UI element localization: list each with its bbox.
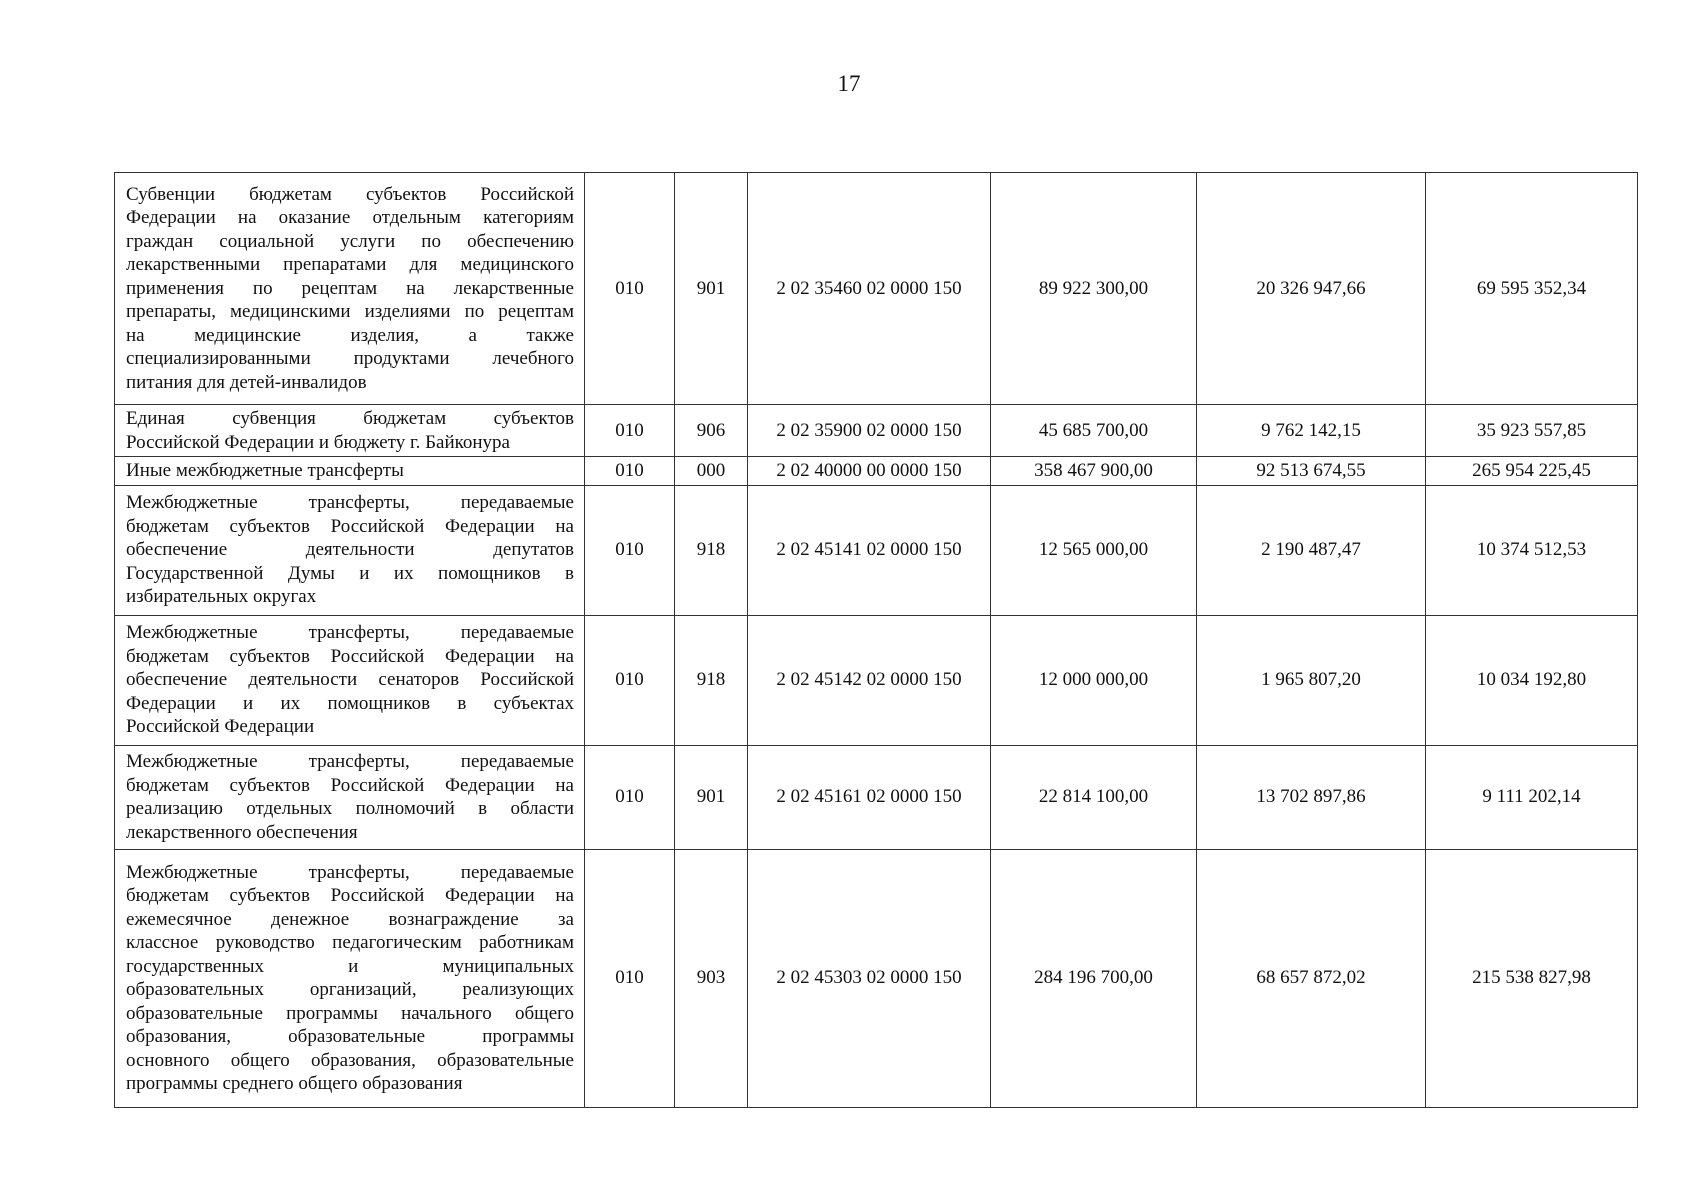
description-line: реализацию отдельных полномочий в области bbox=[126, 798, 574, 819]
description-line: питания для детей-инвалидов bbox=[126, 371, 367, 393]
description-line: Российской Федерации bbox=[126, 716, 315, 738]
description-line: специализированными продуктами лечебного bbox=[126, 348, 574, 370]
admin-code-cell: 000 bbox=[675, 457, 748, 486]
table-row bbox=[115, 457, 1638, 486]
description-cell bbox=[115, 849, 585, 1107]
remainder-amount-cell: 35 923 557,85 bbox=[1426, 405, 1638, 457]
executed-amount-cell: 9 762 142,15 bbox=[1197, 405, 1426, 457]
kbk-code-cell: 2 02 45161 02 0000 150 bbox=[748, 745, 991, 849]
kbk-code-cell: 2 02 35900 02 0000 150 bbox=[748, 405, 991, 457]
table-row bbox=[115, 849, 1638, 1107]
budget-code-cell: 010 bbox=[585, 173, 675, 405]
description-line: Межбюджетные трансферты, передаваемые bbox=[126, 861, 574, 883]
table-row bbox=[115, 745, 1638, 849]
executed-amount-cell: 68 657 872,02 bbox=[1197, 849, 1426, 1107]
table-row bbox=[115, 173, 1638, 405]
remainder-amount-cell: 265 954 225,45 bbox=[1426, 457, 1638, 486]
description-line: государственных и муниципальных bbox=[126, 955, 574, 977]
remainder-amount-cell: 10 374 512,53 bbox=[1426, 485, 1638, 615]
budget-code-cell: 010 bbox=[585, 457, 675, 486]
description-cell bbox=[115, 405, 585, 457]
table-row bbox=[115, 405, 1638, 457]
admin-code-cell: 903 bbox=[675, 849, 748, 1107]
remainder-amount-cell: 10 034 192,80 bbox=[1426, 615, 1638, 745]
kbk-code-cell: 2 02 40000 00 0000 150 bbox=[748, 457, 991, 486]
description-line: образования, образовательные программы bbox=[126, 1026, 574, 1047]
executed-amount-cell: 2 190 487,47 bbox=[1197, 485, 1426, 615]
table-body bbox=[115, 173, 1638, 1108]
description-line: ежемесячное денежное вознаграждение за bbox=[126, 908, 574, 930]
budget-code-cell: 010 bbox=[585, 405, 675, 457]
admin-code-cell: 918 bbox=[675, 485, 748, 615]
description-line: бюджетам субъектов Российской Федерации на bbox=[126, 515, 574, 537]
admin-code-cell: 901 bbox=[675, 173, 748, 405]
remainder-amount-cell: 9 111 202,14 bbox=[1426, 745, 1638, 849]
kbk-code-cell: 2 02 45142 02 0000 150 bbox=[748, 615, 991, 745]
kbk-code-cell: 2 02 45303 02 0000 150 bbox=[748, 849, 991, 1107]
budget-code-cell: 010 bbox=[585, 615, 675, 745]
description-line: Межбюджетные трансферты, передаваемые bbox=[126, 622, 574, 644]
table-row bbox=[115, 615, 1638, 745]
description-line: Российской Федерации и бюджету г. Байконура bbox=[126, 431, 510, 453]
description-line: Иные межбюджетные трансферты bbox=[126, 460, 404, 481]
description-line: Единая субвенция бюджетам субъектов bbox=[126, 408, 574, 429]
approved-amount-cell: 12 000 000,00 bbox=[991, 615, 1197, 745]
description-line: Федерации и их помощников в субъектах bbox=[126, 692, 574, 714]
description-line: обеспечение деятельности сенаторов Российской bbox=[126, 669, 574, 691]
admin-code-cell: 901 bbox=[675, 745, 748, 849]
admin-code-cell: 906 bbox=[675, 405, 748, 457]
description-line: образовательных организаций, реализующих bbox=[126, 979, 574, 1000]
approved-amount-cell: 22 814 100,00 bbox=[991, 745, 1197, 849]
description-line: Межбюджетные трансферты, передаваемые bbox=[126, 751, 574, 772]
executed-amount-cell: 20 326 947,66 bbox=[1197, 173, 1426, 405]
description-line: применения по рецептам на лекарственные bbox=[126, 277, 574, 299]
kbk-code-cell: 2 02 35460 02 0000 150 bbox=[748, 173, 991, 405]
approved-amount-cell: 89 922 300,00 bbox=[991, 173, 1197, 405]
description-line: граждан социальной услуги по обеспечению bbox=[126, 230, 574, 252]
remainder-amount-cell: 69 595 352,34 bbox=[1426, 173, 1638, 405]
description-line: бюджетам субъектов Российской Федерации на bbox=[126, 645, 574, 667]
description-line: Государственной Думы и их помощников в bbox=[126, 562, 574, 584]
description-line: обеспечение деятельности депутатов bbox=[126, 539, 574, 561]
description-cell bbox=[115, 745, 585, 849]
description-line: бюджетам субъектов Российской Федерации на bbox=[126, 885, 574, 906]
description-line: бюджетам субъектов Российской Федерации на bbox=[126, 774, 574, 796]
table-row bbox=[115, 485, 1638, 615]
description-line: Межбюджетные трансферты, передаваемые bbox=[126, 492, 574, 514]
description-cell bbox=[115, 457, 585, 486]
description-line: классное руководство педагогическим работникам bbox=[126, 932, 574, 953]
description-line: Субвенции бюджетам субъектов Российской bbox=[126, 183, 574, 205]
budget-table bbox=[114, 172, 1638, 1108]
approved-amount-cell: 358 467 900,00 bbox=[991, 457, 1197, 486]
admin-code-cell: 918 bbox=[675, 615, 748, 745]
description-cell bbox=[115, 173, 585, 405]
approved-amount-cell: 284 196 700,00 bbox=[991, 849, 1197, 1107]
description-line: лекарственного обеспечения bbox=[126, 821, 358, 843]
budget-code-cell: 010 bbox=[585, 745, 675, 849]
description-line: основного общего образования, образовательные bbox=[126, 1049, 574, 1071]
description-line: лекарственными препаратами для медицинского bbox=[126, 254, 574, 276]
description-cell bbox=[115, 485, 585, 615]
description-line: избирательных округах bbox=[126, 586, 317, 608]
budget-code-cell: 010 bbox=[585, 849, 675, 1107]
approved-amount-cell: 12 565 000,00 bbox=[991, 485, 1197, 615]
description-cell bbox=[115, 615, 585, 745]
approved-amount-cell: 45 685 700,00 bbox=[991, 405, 1197, 457]
executed-amount-cell: 1 965 807,20 bbox=[1197, 615, 1426, 745]
executed-amount-cell: 92 513 674,55 bbox=[1197, 457, 1426, 486]
description-line: на медицинские изделия, а также bbox=[126, 324, 574, 346]
description-line: образовательные программы начального общего bbox=[126, 1002, 574, 1024]
budget-code-cell: 010 bbox=[585, 485, 675, 615]
page-number: 17 bbox=[837, 71, 861, 96]
description-line: препараты, медицинскими изделиями по рецептам bbox=[126, 301, 574, 323]
executed-amount-cell: 13 702 897,86 bbox=[1197, 745, 1426, 849]
kbk-code-cell: 2 02 45141 02 0000 150 bbox=[748, 485, 991, 615]
description-line: программы среднего общего образования bbox=[126, 1073, 463, 1094]
description-line: Федерации на оказание отдельным категориям bbox=[126, 207, 574, 229]
remainder-amount-cell: 215 538 827,98 bbox=[1426, 849, 1638, 1107]
